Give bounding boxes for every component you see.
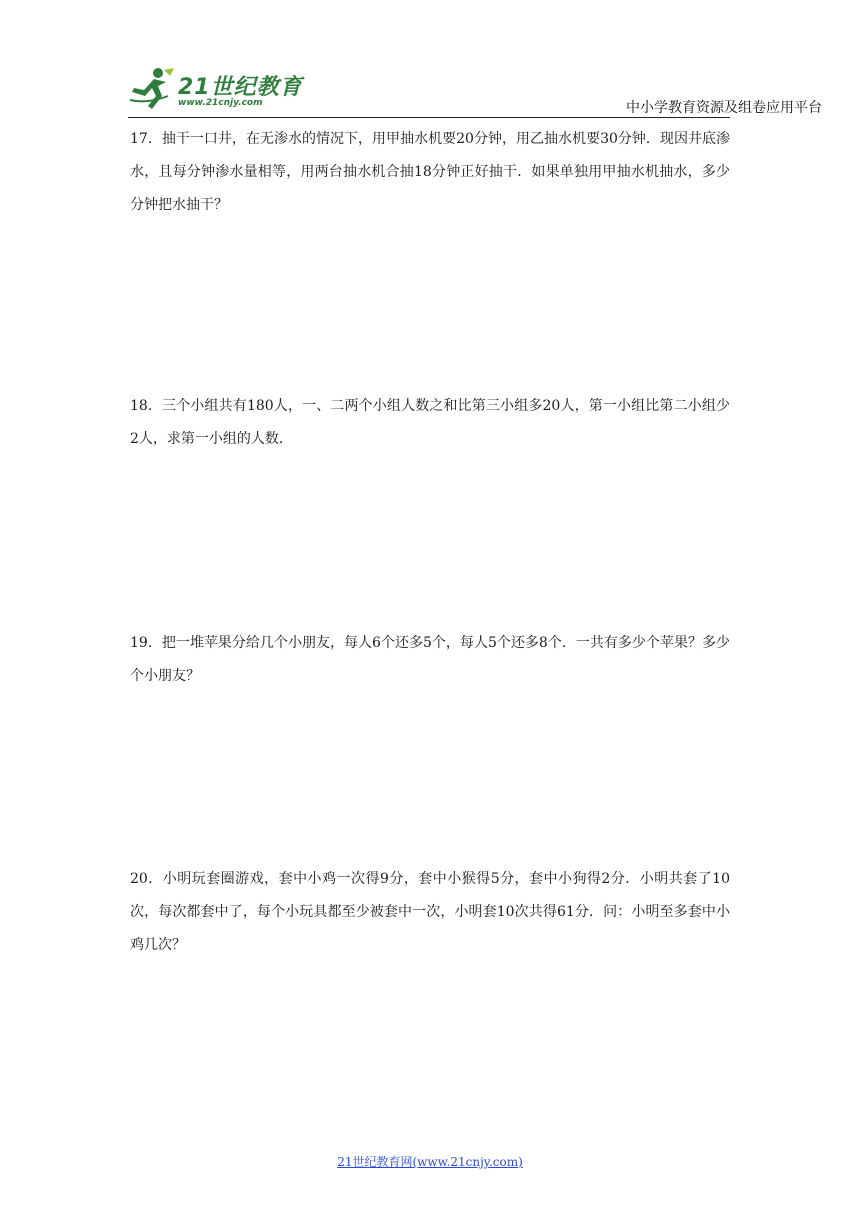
question-20: 20．小明玩套圈游戏，套中小鸡一次得9分，套中小猴得5分，套中小狗得2分．小明共套了10次，每次都套中了，每个小玩具都至少被套中一次，小明套10次共得61分．问：小明至多套中小鸡几次？ [130,871,730,953]
header-divider [128,117,730,118]
platform-title: 中小学教育资源及组卷应用平台 [626,100,822,116]
question-19: 19．把一堆苹果分给几个小朋友，每人6个还多5个，每人5个还多8个．一共有多少个苹果？多少个小朋友？ [130,635,730,684]
logo-text: 21世纪教育 [178,75,303,100]
question-17: 17．抽干一口井，在无渗水的情况下，用甲抽水机要20分钟，用乙抽水机要30分钟．现因井底渗水，且每分钟渗水量相等，用两台抽水机合抽18分钟正好抽干．如果单独用甲抽水机抽水，多少分钟把水抽干？ [130,131,730,213]
footer-link[interactable]: 21世纪教育网(www.21cnjy.com) [337,1155,523,1169]
logo [128,66,308,116]
logo-url: www.21cnjy.com [178,98,263,108]
runner-logo-icon [128,66,176,112]
question-18: 18．三个小组共有180人，一、二两个小组人数之和比第三小组多20人，第一小组比第二小组少2人，求第一小组的人数． [130,398,730,447]
page-header [0,0,860,120]
